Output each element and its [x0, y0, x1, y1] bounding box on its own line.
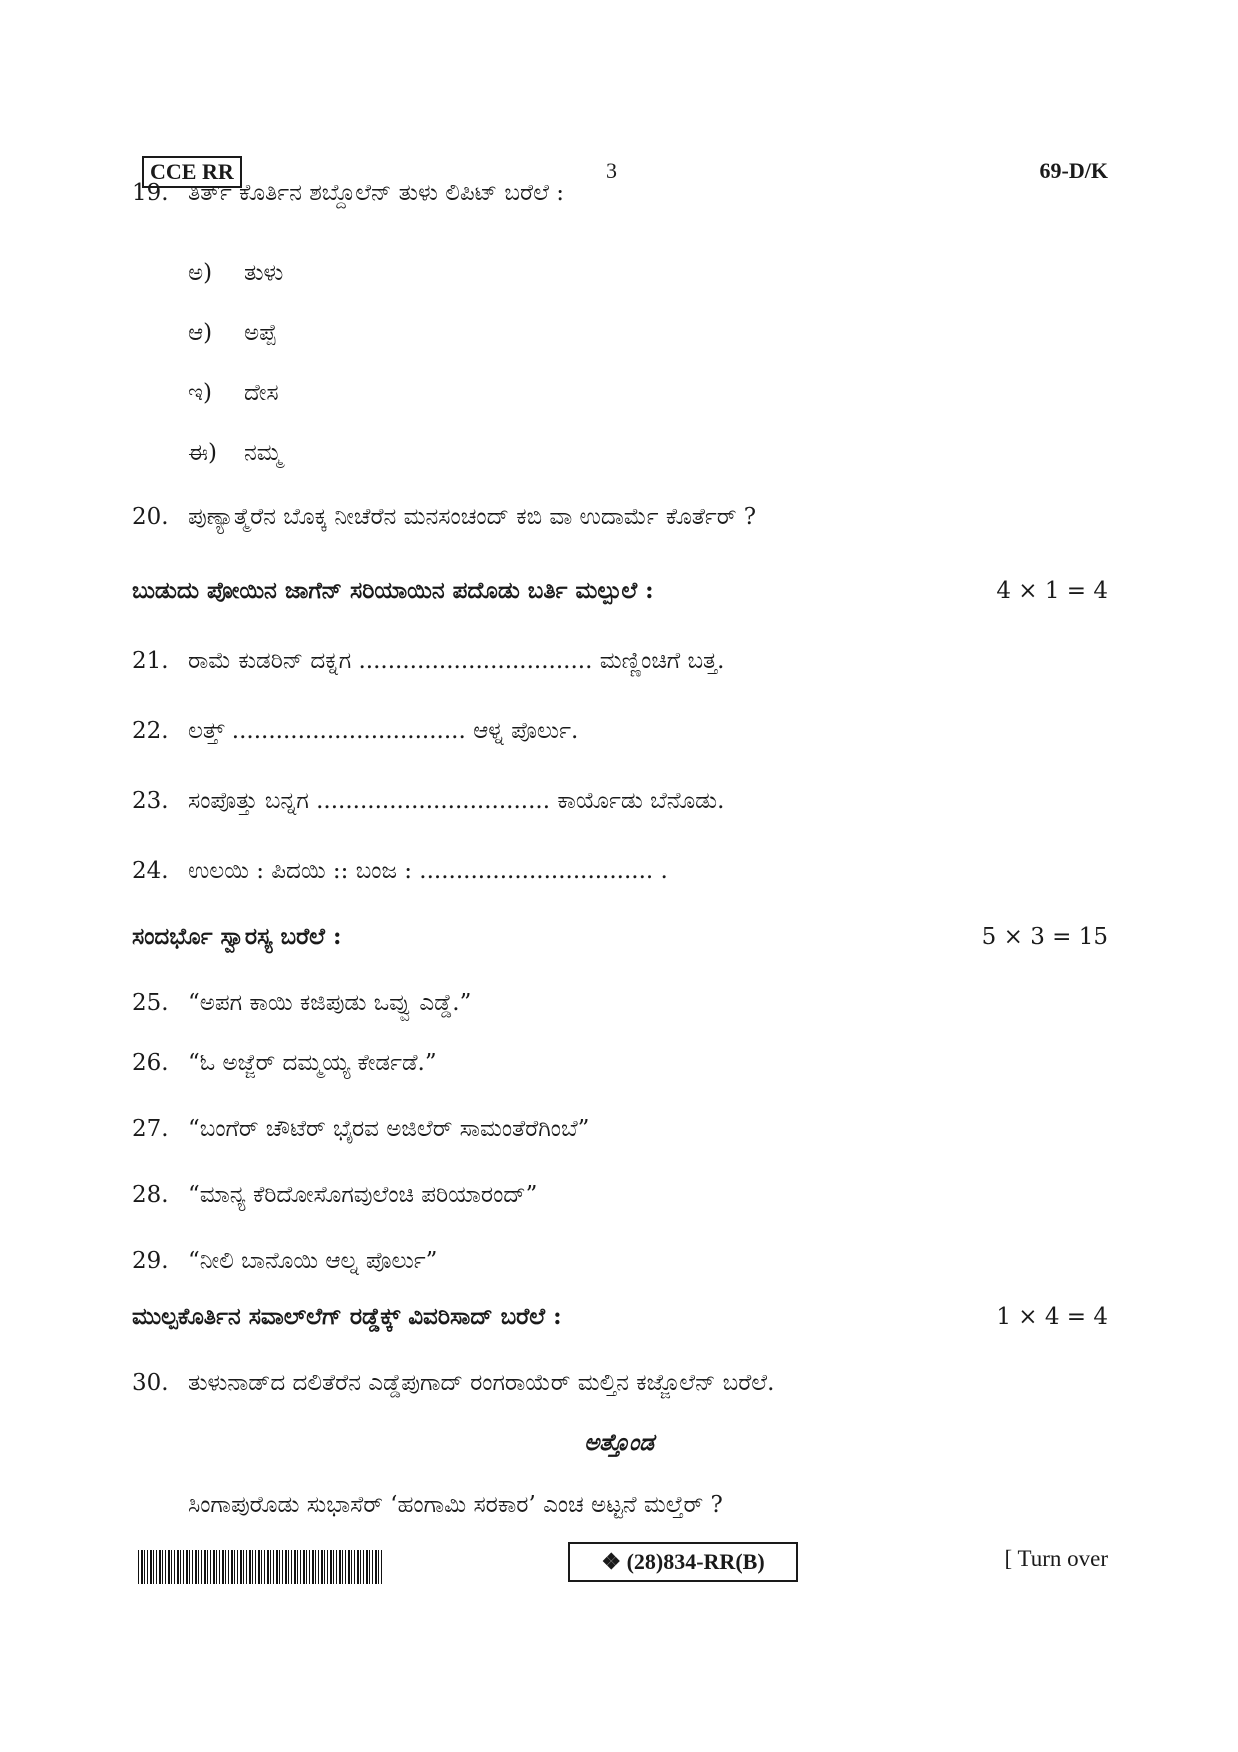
question-number: 22.: [132, 718, 169, 744]
booklet-code-box: ❖ (28)834-RR(B): [568, 1542, 798, 1582]
option-c: [188, 378, 279, 408]
question-28: [132, 1180, 537, 1210]
question-text: ಸಿಂಗಾಪುರೊಡು ಸುಭಾಸೆರ್ ‘ಹಂಗಾಮಿ ಸರಕಾರ’ ಎಂಚ ಅಟ್ಟನೆ ಮಲ್ತೆರ್ ?: [188, 1492, 723, 1518]
option-a: [188, 258, 283, 288]
question-text: ತಿರ್ತ್ ಕೊರ್ತಿನ ಶಬ್ದೊಲೆನ್ ತುಳು ಲಿಪಿಟ್ ಬರೆಲೆ :: [188, 180, 564, 206]
section-heading-essay: ಮುಲ್ಪಕೊರ್ತಿನ ಸವಾಲ್‌ಲೆಗ್ ರಡ್ಡೆಕ್ಕ್ ವಿವರಿಸಾದ್ ಬರೆಲೆ :: [132, 1303, 562, 1330]
option-text: ತುಳು: [244, 260, 284, 286]
section-heading-context: ಸಂದರ್ಭೊ ಸ್ವಾರಸ್ಯ ಬರೆಲೆ :: [132, 923, 342, 950]
question-text: ಲತ್ತ್ ................................ ಆಳ್ನ ಪೊರ್ಲು.: [188, 718, 579, 744]
section-heading-fill-blanks: ಬುಡುದು ಪೋಯಿನ ಜಾಗೆನ್ ಸರಿಯಾಯಿನ ಪದೊಡು ಬರ್ತಿ ಮಲ್ಪುಲೆ :: [132, 577, 654, 604]
question-number: 29.: [132, 1248, 169, 1274]
question-21: [132, 646, 724, 676]
option-label: ಆ): [188, 320, 213, 346]
question-26: [132, 1048, 437, 1078]
question-text: ಪುಣ್ಯಾತ್ಮೆರೆನ ಬೊಕ್ಕ ನೀಚೆರೆನ ಮನಸಂಚಂದ್ ಕಬಿ ವಾ ಉದಾರ್ಮೆ ಕೊರ್ತೆರ್ ?: [188, 504, 757, 530]
option-label: ಇ): [188, 380, 212, 406]
question-text: ಉಲಯಿ : ಪಿದಯಿ :: ಬಂಜ : ................................ .: [188, 858, 668, 884]
section-marks-essay: 1 × 4 = 4: [996, 1304, 1108, 1330]
question-number: 28.: [132, 1182, 169, 1208]
turn-over-label: [ Turn over: [1004, 1546, 1108, 1571]
question-text: ತುಳುನಾಡ್‌ದ ದಲಿತೆರೆನ ಎಡ್ಡೆಪುಗಾದ್ ರಂಗರಾಯೆರ್ ಮಲ್ತಿನ ಕಜ್ಜೊಲೆನ್ ಬರೆಲೆ.: [188, 1370, 775, 1396]
option-text: ಅಪ್ಪೆ: [244, 320, 277, 346]
section-marks-fill-blanks: 4 × 1 = 4: [996, 578, 1108, 604]
question-19: [132, 178, 564, 208]
option-label: ಅ): [188, 260, 213, 286]
question-30: [132, 1368, 774, 1398]
option-b: [188, 318, 277, 348]
question-20: [132, 502, 756, 532]
question-30-alternative: [188, 1490, 723, 1520]
question-27: [132, 1114, 589, 1144]
question-text: “ಬಂಗೆರ್ ಚೌಟೆರ್ ಭೈರವ ಅಜಿಲೆರ್ ಸಾಮಂತೆರೆಗಿಂಬೆ”: [188, 1116, 590, 1142]
option-d: [188, 438, 282, 468]
question-number: 21.: [132, 648, 169, 674]
question-23: [132, 786, 724, 816]
question-number: 26.: [132, 1050, 169, 1076]
question-number: 27.: [132, 1116, 169, 1142]
or-heading: ಅತ್ತೊಂಡ: [584, 1429, 654, 1456]
option-text: ದೇಸ: [244, 380, 279, 406]
option-label: ಈ): [188, 440, 217, 466]
question-25: [132, 988, 471, 1018]
question-text: ರಾಮೆ ಕುಡರಿನ್ ದಕ್ನಗ ................................ ಮಣ್ಣಿಂಚಿಗೆ ಬತ್ತ.: [188, 648, 725, 674]
question-29: [132, 1246, 437, 1276]
page-number: 3: [606, 158, 617, 183]
question-number: 30.: [132, 1370, 169, 1396]
question-text: “ನೀಲಿ ಬಾನೊಯಿ ಆಲ್ನ ಪೊರ್ಲು”: [188, 1248, 438, 1274]
question-number: 20.: [132, 504, 169, 530]
option-text: ನಮ್ಮ: [244, 440, 282, 466]
question-text: “ಅಪಗ ಕಾಯಿ ಕಜಿಪುಡು ಒವ್ವು ಎಡ್ಡೆ.”: [188, 990, 472, 1016]
section-marks-context: 5 × 3 = 15: [981, 924, 1108, 950]
question-24: [132, 856, 668, 886]
question-text: “ಮಾನ್ಯ ಕೆರಿದೋಸೊಗವುಲೆಂಚಿ ಪರಿಯಾರಂದ್”: [188, 1182, 538, 1208]
question-number: 24.: [132, 858, 169, 884]
barcode: [138, 1550, 384, 1584]
question-number: 19.: [132, 180, 169, 206]
paper-code: 69-D/K: [1039, 158, 1108, 183]
question-number: 23.: [132, 788, 169, 814]
question-text: “ಓ ಅಜ್ಜೆರ್ ದಮ್ಮಯ್ಯ ಕೇರ್ಡಡೆ.”: [188, 1050, 437, 1076]
header-code-box: CCE RR: [142, 156, 242, 188]
question-22: [132, 716, 578, 746]
question-number: 25.: [132, 990, 169, 1016]
question-text: ಸಂಪೊತ್ತು ಬನ್ನಗ ................................ ಕಾರ್ಯೊಡು ಬೆನೊಡು.: [188, 788, 725, 814]
